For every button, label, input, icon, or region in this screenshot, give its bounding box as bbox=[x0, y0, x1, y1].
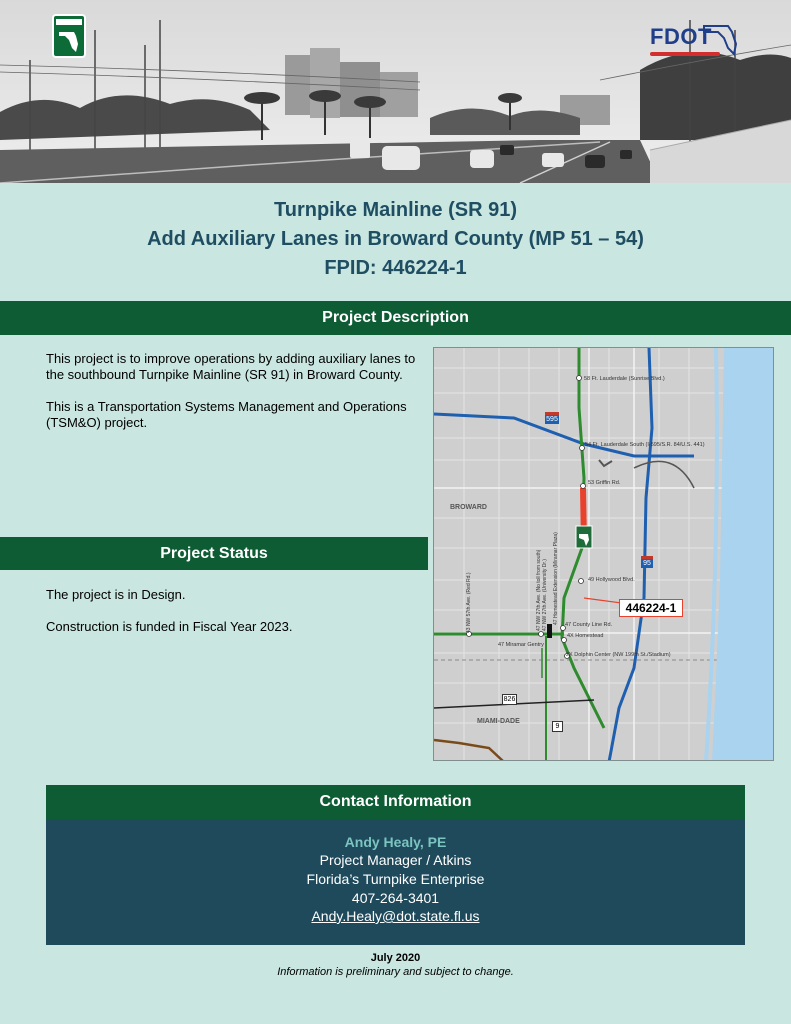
interchange-2x-label: 2X Dolphin Center (NW 199th St./Stadium) bbox=[566, 652, 671, 658]
florida-shape-icon bbox=[54, 26, 84, 56]
homestead-extension-label: 47 Homestead Extension (Miramar Plaza) bbox=[553, 532, 559, 625]
i595-shield: 595 bbox=[545, 412, 559, 424]
description-paragraph-2: This is a Transportation Systems Management and Operations (TSM&O) project. bbox=[46, 399, 407, 430]
fdot-wordmark: FDOT bbox=[650, 24, 712, 49]
contact-phone: 407-264-3401 bbox=[351, 890, 440, 906]
footer-date: July 2020 bbox=[370, 952, 421, 964]
sr826-shield: 826 bbox=[503, 696, 516, 703]
contact-email-link[interactable]: Andy.Healy@dot.state.fl.us bbox=[311, 908, 480, 924]
fdot-logo bbox=[650, 24, 745, 64]
contact-name: Andy Healy, PE bbox=[344, 834, 447, 850]
interchange-47-county-line-label: 47 County Line Rd. bbox=[565, 622, 613, 628]
project-description-body bbox=[46, 351, 416, 431]
status-paragraph-1: The project is in Design. bbox=[46, 587, 186, 602]
contact-information-heading: Contact Information bbox=[46, 785, 745, 819]
interchange-54-label: 54 Ft. Lauderdale South (I-595/S.R. 84/U.S. 441) bbox=[585, 442, 705, 448]
florida-outline-icon bbox=[702, 20, 742, 56]
university-dr-label: 47 NW 27th Ave. (University Dr.) bbox=[542, 559, 548, 631]
footer-disclaimer: Information is preliminary and subject to change. bbox=[277, 966, 514, 978]
turnpike-logo bbox=[52, 14, 86, 58]
title-line-2: Add Auxiliary Lanes in Broward County (MP 51 – 54) bbox=[147, 228, 644, 250]
sr9-shield: 9 bbox=[552, 721, 563, 732]
fdot-swoosh bbox=[650, 52, 720, 56]
page-title bbox=[0, 196, 791, 283]
interchange-4x-label: 4X Homestead bbox=[567, 633, 604, 639]
interchange-58-label: 58 Ft. Lauderdale (Sunrise Blvd.) bbox=[584, 376, 665, 382]
miami-dade-county-label: MIAMI-DADE bbox=[477, 718, 520, 725]
i95-shield: 95 bbox=[641, 556, 653, 568]
description-paragraph-1: This project is to improve operations by adding auxiliary lanes to the southbound Turnpike Mainline (SR 91) in Broward County. bbox=[46, 351, 416, 382]
interchange-49-label: 49 Hollywood Blvd. bbox=[588, 577, 635, 583]
project-status-heading: Project Status bbox=[0, 537, 428, 570]
title-line-1: Turnpike Mainline (SR 91) bbox=[274, 199, 517, 221]
contact-organization: Florida’s Turnpike Enterprise bbox=[306, 871, 485, 887]
project-description-heading: Project Description bbox=[0, 301, 791, 335]
broward-county-label: BROWARD bbox=[450, 504, 487, 511]
contact-role: Project Manager / Atkins bbox=[319, 852, 472, 868]
title-line-3: FPID: 446224-1 bbox=[324, 257, 467, 279]
interchange-47-miramar-label: 47 Miramar Gentry bbox=[498, 642, 544, 648]
status-paragraph-2: Construction is funded in Fiscal Year 2023. bbox=[46, 619, 293, 634]
footer bbox=[0, 951, 791, 979]
project-status-body bbox=[46, 587, 416, 635]
contact-information-box bbox=[46, 819, 745, 945]
project-id-callout: 446224-1 bbox=[619, 599, 683, 617]
no-toll-from-south-label: 47 NW 27th Ave. (No toll from south) bbox=[536, 549, 542, 631]
interchange-53-label: 53 Griffin Rd. bbox=[588, 480, 621, 486]
project-location-map bbox=[433, 347, 774, 761]
interchange-43-label: 43 NW 57th Ave. (Red Rd.) bbox=[466, 572, 472, 633]
